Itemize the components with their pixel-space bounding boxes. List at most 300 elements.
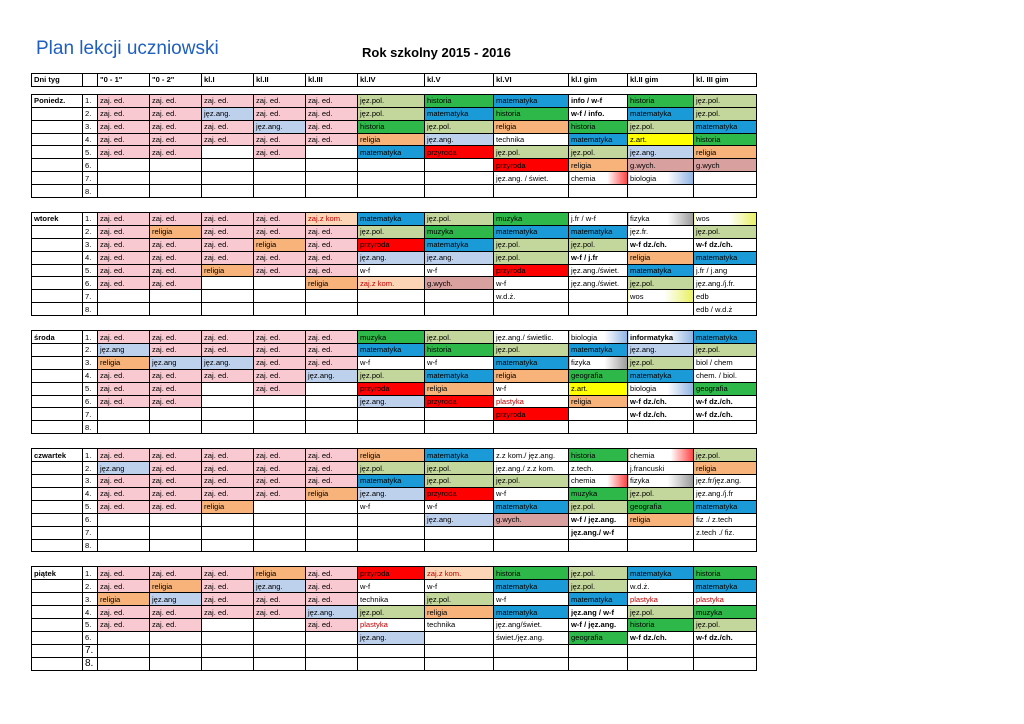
lesson-cell: w-f / jęz.ang. xyxy=(569,513,628,526)
header-cell: Dni tyg xyxy=(32,74,83,87)
spacer-cell xyxy=(694,198,757,213)
lesson-number: 6. xyxy=(83,277,98,290)
lesson-cell xyxy=(254,290,306,303)
lesson-cell: historia xyxy=(494,107,569,120)
lesson-cell: historia xyxy=(628,94,694,107)
lesson-cell: zaj. ed. xyxy=(306,618,358,631)
lesson-cell: muzyka xyxy=(358,331,425,344)
spacer-cell xyxy=(254,198,306,213)
spacer-cell xyxy=(494,316,569,331)
lesson-cell: matematyka xyxy=(494,580,569,593)
lesson-cell: jęz.pol. xyxy=(694,94,757,107)
lesson-cell xyxy=(569,421,628,434)
lesson-cell: jęz.pol. xyxy=(569,238,628,251)
table-row xyxy=(32,303,757,316)
lesson-cell: jęz.pol. xyxy=(358,225,425,238)
lesson-cell xyxy=(306,159,358,172)
lesson-cell: w-f / j.fr xyxy=(569,251,628,264)
lesson-cell: jęz.ang xyxy=(150,593,202,606)
spacer-cell xyxy=(358,198,425,213)
lesson-cell: historia xyxy=(358,120,425,133)
lesson-cell: przyroda xyxy=(494,159,569,172)
spacer-cell xyxy=(202,316,254,331)
lesson-cell: w-f dz./ch. xyxy=(628,395,694,408)
table-row xyxy=(32,251,757,264)
lesson-cell xyxy=(425,657,494,670)
spacer-cell xyxy=(694,552,757,567)
lesson-cell: jęz.ang/świet. xyxy=(494,618,569,631)
day-cell xyxy=(32,644,83,657)
lesson-number: 1. xyxy=(83,331,98,344)
lesson-cell: edb / w.d.ż xyxy=(694,303,757,316)
lesson-cell: jęz.pol. xyxy=(569,580,628,593)
lesson-cell: jęz.pol. xyxy=(694,225,757,238)
lesson-cell: zaj. ed. xyxy=(98,225,150,238)
lesson-cell: jęz.pol. xyxy=(628,277,694,290)
day-cell: środa xyxy=(32,331,83,344)
lesson-cell: zaj. ed. xyxy=(202,120,254,133)
day-cell xyxy=(32,238,83,251)
lesson-cell: zaj. ed. xyxy=(254,606,306,619)
spacer-cell xyxy=(150,434,202,449)
lesson-cell xyxy=(425,644,494,657)
day-cell xyxy=(32,185,83,198)
lesson-cell: zaj. ed. xyxy=(150,606,202,619)
lesson-cell: w-f dz./ch. xyxy=(694,238,757,251)
lesson-cell xyxy=(254,303,306,316)
lesson-cell: jęz.ang./j.fr. xyxy=(694,277,757,290)
lesson-cell xyxy=(202,277,254,290)
lesson-cell: religia xyxy=(254,238,306,251)
lesson-cell xyxy=(150,526,202,539)
day-cell: Poniedz. xyxy=(32,94,83,107)
lesson-cell xyxy=(150,408,202,421)
lesson-cell xyxy=(98,631,150,644)
spacer-cell xyxy=(425,434,494,449)
lesson-cell: jęz.ang. xyxy=(306,606,358,619)
lesson-cell: w-f xyxy=(425,580,494,593)
lesson-cell: zaj. ed. xyxy=(306,238,358,251)
lesson-cell: jęz.pol. xyxy=(628,487,694,500)
lesson-cell xyxy=(358,172,425,185)
lesson-cell: zaj. ed. xyxy=(254,225,306,238)
lesson-cell xyxy=(202,644,254,657)
lesson-cell: jęz.ang./świet. xyxy=(569,277,628,290)
lesson-cell xyxy=(425,159,494,172)
lesson-cell xyxy=(202,631,254,644)
lesson-number: 8. xyxy=(83,421,98,434)
lesson-cell xyxy=(98,408,150,421)
spacer-cell xyxy=(306,552,358,567)
day-cell xyxy=(32,120,83,133)
lesson-cell: fiz ./ z.tech xyxy=(694,513,757,526)
day-cell xyxy=(32,539,83,552)
lesson-cell xyxy=(150,513,202,526)
lesson-cell xyxy=(494,657,569,670)
header-cell: kl.V xyxy=(425,74,494,87)
lesson-cell: zaj. ed. xyxy=(150,133,202,146)
spacer-cell xyxy=(254,316,306,331)
lesson-cell: jęz.fr. xyxy=(628,225,694,238)
lesson-cell: w-f xyxy=(358,356,425,369)
lesson-cell: zaj. ed. xyxy=(150,331,202,344)
lesson-cell: jęz.pol. xyxy=(358,369,425,382)
lesson-cell: religia xyxy=(628,513,694,526)
lesson-number: 3. xyxy=(83,593,98,606)
lesson-number: 3. xyxy=(83,475,98,488)
day-cell xyxy=(32,225,83,238)
day-cell xyxy=(32,593,83,606)
lesson-cell xyxy=(98,513,150,526)
lesson-cell: zaj. ed. xyxy=(202,133,254,146)
lesson-cell: jęz.fr/jęz.ang. xyxy=(694,475,757,488)
spacer-cell xyxy=(150,198,202,213)
lesson-cell xyxy=(254,526,306,539)
lesson-cell: zaj. ed. xyxy=(150,120,202,133)
lesson-number: 8. xyxy=(83,185,98,198)
lesson-cell: zaj. ed. xyxy=(150,251,202,264)
spacer-cell xyxy=(494,434,569,449)
lesson-number: 6. xyxy=(83,513,98,526)
spacer-cell xyxy=(202,86,254,94)
day-cell: piątek xyxy=(32,567,83,580)
lesson-cell: zaj. ed. xyxy=(150,567,202,580)
lesson-cell: zaj. ed. xyxy=(306,107,358,120)
lesson-cell xyxy=(358,421,425,434)
lesson-cell xyxy=(628,185,694,198)
spacer-cell xyxy=(425,552,494,567)
lesson-cell: jęz.ang./świet. xyxy=(569,264,628,277)
lesson-cell xyxy=(150,303,202,316)
header-cell: kl.III xyxy=(306,74,358,87)
lesson-cell: jęz.ang. xyxy=(425,133,494,146)
table-row xyxy=(32,644,757,657)
lesson-cell xyxy=(254,277,306,290)
lesson-cell: przyroda xyxy=(358,238,425,251)
day-cell xyxy=(32,356,83,369)
lesson-cell: w-f xyxy=(425,500,494,513)
lesson-cell: biologia xyxy=(628,382,694,395)
lesson-cell: zaj. ed. xyxy=(98,107,150,120)
lesson-cell: matematyka xyxy=(628,107,694,120)
day-cell xyxy=(32,303,83,316)
lesson-cell xyxy=(306,408,358,421)
lesson-cell xyxy=(306,657,358,670)
lesson-cell: w-f dz./ch. xyxy=(628,238,694,251)
lesson-cell xyxy=(358,526,425,539)
day-cell xyxy=(32,500,83,513)
spacer-cell xyxy=(694,434,757,449)
lesson-cell: historia xyxy=(425,94,494,107)
lesson-cell: zaj. ed. xyxy=(306,580,358,593)
lesson-cell xyxy=(694,539,757,552)
lesson-cell: zaj. ed. xyxy=(98,133,150,146)
lesson-cell xyxy=(150,159,202,172)
lesson-number: 4. xyxy=(83,251,98,264)
lesson-cell xyxy=(494,185,569,198)
lesson-cell xyxy=(254,185,306,198)
lesson-number: 1. xyxy=(83,449,98,462)
table-row xyxy=(32,213,757,226)
lesson-cell: zaj. ed. xyxy=(150,487,202,500)
lesson-cell: jęz.pol. xyxy=(694,449,757,462)
lesson-cell xyxy=(202,408,254,421)
lesson-cell: zaj. ed. xyxy=(202,606,254,619)
spacer-cell xyxy=(83,434,98,449)
lesson-cell: w-f dz./ch. xyxy=(628,408,694,421)
lesson-cell: matematyka xyxy=(494,356,569,369)
spacer-cell xyxy=(494,86,569,94)
spacer-cell xyxy=(306,316,358,331)
lesson-cell xyxy=(494,539,569,552)
lesson-cell: zaj. ed. xyxy=(254,593,306,606)
lesson-cell: zaj. ed. xyxy=(202,344,254,357)
lesson-cell: w-f xyxy=(494,382,569,395)
spacer-cell xyxy=(83,552,98,567)
lesson-cell: zaj. ed. xyxy=(98,120,150,133)
lesson-cell: zaj. ed. xyxy=(254,94,306,107)
lesson-cell: religia xyxy=(306,277,358,290)
lesson-cell: zaj. ed. xyxy=(98,618,150,631)
lesson-cell: historia xyxy=(694,133,757,146)
lesson-cell: matematyka xyxy=(358,213,425,226)
lesson-cell: zaj. ed. xyxy=(254,133,306,146)
lesson-cell xyxy=(202,421,254,434)
spacer-cell xyxy=(628,198,694,213)
lesson-cell: jęz.pol. xyxy=(694,107,757,120)
lesson-cell xyxy=(425,539,494,552)
day-cell xyxy=(32,277,83,290)
lesson-cell xyxy=(694,421,757,434)
lesson-cell: jęz.pol. xyxy=(425,331,494,344)
lesson-cell xyxy=(306,513,358,526)
lesson-cell: religia xyxy=(694,462,757,475)
lesson-cell: religia xyxy=(150,580,202,593)
lesson-cell: zaj.z kom. xyxy=(358,277,425,290)
lesson-cell xyxy=(306,500,358,513)
lesson-cell xyxy=(150,172,202,185)
spacer-row xyxy=(32,434,757,449)
lesson-cell xyxy=(202,303,254,316)
lesson-cell: zaj. ed. xyxy=(202,94,254,107)
header-cell: kl.I xyxy=(202,74,254,87)
spacer-row xyxy=(32,552,757,567)
lesson-cell xyxy=(425,303,494,316)
lesson-cell xyxy=(694,172,757,185)
lesson-cell: jęz.ang./ w-f xyxy=(569,526,628,539)
lesson-cell: w-f xyxy=(358,580,425,593)
lesson-cell: zaj. ed. xyxy=(150,500,202,513)
lesson-cell: zaj. ed. xyxy=(254,449,306,462)
spacer-cell xyxy=(628,316,694,331)
lesson-cell: przyroda xyxy=(425,146,494,159)
lesson-cell: matematyka xyxy=(694,251,757,264)
lesson-cell xyxy=(358,185,425,198)
lesson-cell: w-f xyxy=(425,264,494,277)
table-row xyxy=(32,593,757,606)
day-cell: wtorek xyxy=(32,213,83,226)
lesson-cell: jęz.ang. xyxy=(358,631,425,644)
lesson-cell: wos xyxy=(628,290,694,303)
table-row xyxy=(32,567,757,580)
lesson-cell: w-f / jęz.ang. xyxy=(569,618,628,631)
lesson-cell: j.francuski xyxy=(628,462,694,475)
lesson-cell: zaj. ed. xyxy=(98,264,150,277)
lesson-cell: jęz.ang. xyxy=(358,251,425,264)
lesson-cell: religia xyxy=(358,449,425,462)
lesson-cell: matematyka xyxy=(694,331,757,344)
lesson-cell: zaj.z kom. xyxy=(306,213,358,226)
day-cell xyxy=(32,146,83,159)
lesson-cell: jęz.pol. xyxy=(694,344,757,357)
lesson-cell: zaj. ed. xyxy=(98,449,150,462)
lesson-cell: zaj. ed. xyxy=(306,133,358,146)
spacer-cell xyxy=(98,86,150,94)
table-row xyxy=(32,146,757,159)
spacer-cell xyxy=(32,198,83,213)
table-row xyxy=(32,290,757,303)
lesson-cell: matematyka xyxy=(569,593,628,606)
spacer-cell xyxy=(494,198,569,213)
lesson-cell: jęz.ang. xyxy=(425,251,494,264)
lesson-cell: świet./jęz.ang. xyxy=(494,631,569,644)
lesson-cell: zaj. ed. xyxy=(202,487,254,500)
lesson-cell xyxy=(358,290,425,303)
lesson-cell: zaj. ed. xyxy=(98,213,150,226)
day-cell xyxy=(32,107,83,120)
lesson-cell: zaj. ed. xyxy=(150,107,202,120)
lesson-number: 7. xyxy=(83,526,98,539)
lesson-cell: matematyka xyxy=(569,344,628,357)
lesson-cell: religia xyxy=(425,382,494,395)
lesson-cell: w-f xyxy=(494,487,569,500)
lesson-cell: historia xyxy=(628,618,694,631)
lesson-number: 2. xyxy=(83,225,98,238)
lesson-cell xyxy=(694,185,757,198)
lesson-cell: religia xyxy=(569,395,628,408)
day-cell xyxy=(32,475,83,488)
header-cell: kl.II gim xyxy=(628,74,694,87)
lesson-number: 7. xyxy=(83,290,98,303)
table-row xyxy=(32,487,757,500)
spacer-cell xyxy=(254,434,306,449)
lesson-cell: z.tech ./ fiz. xyxy=(694,526,757,539)
table-row xyxy=(32,631,757,644)
lesson-cell: geografia xyxy=(694,382,757,395)
lesson-number: 8. xyxy=(83,303,98,316)
header-cell: "0 - 2" xyxy=(150,74,202,87)
lesson-cell: geografia xyxy=(628,500,694,513)
lesson-cell: jęz.pol. xyxy=(494,238,569,251)
lesson-cell: muzyka xyxy=(425,225,494,238)
lesson-cell: zaj. ed. xyxy=(202,238,254,251)
lesson-cell: w-f xyxy=(494,277,569,290)
day-cell xyxy=(32,133,83,146)
lesson-cell xyxy=(254,421,306,434)
spacer-cell xyxy=(628,86,694,94)
lesson-cell: zaj. ed. xyxy=(98,94,150,107)
lesson-cell: z.z kom./ jęz.ang. xyxy=(494,449,569,462)
lesson-cell xyxy=(358,657,425,670)
lesson-number: 8. xyxy=(83,539,98,552)
lesson-cell: zaj. ed. xyxy=(202,225,254,238)
table-row xyxy=(32,421,757,434)
lesson-cell xyxy=(306,185,358,198)
lesson-number: 6. xyxy=(83,395,98,408)
header-cell: kl.I gim xyxy=(569,74,628,87)
lesson-cell xyxy=(569,539,628,552)
lesson-cell: zaj. ed. xyxy=(98,382,150,395)
lesson-cell: zaj. ed. xyxy=(98,606,150,619)
lesson-cell: jęz.pol. xyxy=(569,146,628,159)
lesson-cell: matematyka xyxy=(694,500,757,513)
lesson-cell: religia xyxy=(694,146,757,159)
lesson-cell: w-f dz./ch. xyxy=(694,408,757,421)
lesson-number: 3. xyxy=(83,356,98,369)
spacer-cell xyxy=(569,552,628,567)
lesson-cell: matematyka xyxy=(494,500,569,513)
timetable xyxy=(31,73,757,671)
day-cell xyxy=(32,369,83,382)
page-title: Plan lekcji uczniowski xyxy=(36,38,219,59)
lesson-cell xyxy=(98,172,150,185)
lesson-cell: z.art. xyxy=(628,133,694,146)
lesson-cell: zaj. ed. xyxy=(98,146,150,159)
lesson-cell xyxy=(306,395,358,408)
lesson-cell: zaj. ed. xyxy=(150,369,202,382)
lesson-cell: zaj. ed. xyxy=(306,462,358,475)
day-cell xyxy=(32,513,83,526)
lesson-cell: zaj. ed. xyxy=(306,331,358,344)
day-cell xyxy=(32,159,83,172)
lesson-cell: jęz.pol. xyxy=(628,356,694,369)
spacer-cell xyxy=(254,86,306,94)
lesson-cell: w-f / info. xyxy=(569,107,628,120)
lesson-number: 5. xyxy=(83,500,98,513)
lesson-cell xyxy=(202,172,254,185)
lesson-cell: fizyka xyxy=(569,356,628,369)
lesson-cell: matematyka xyxy=(628,264,694,277)
lesson-number: 2. xyxy=(83,580,98,593)
school-year: Rok szkolny 2015 - 2016 xyxy=(362,45,511,60)
table-row xyxy=(32,107,757,120)
lesson-cell: religia xyxy=(494,369,569,382)
day-cell xyxy=(32,172,83,185)
lesson-cell xyxy=(628,421,694,434)
spacer-cell xyxy=(569,86,628,94)
lesson-cell: z.tech. xyxy=(569,462,628,475)
lesson-cell: jęz.ang xyxy=(98,344,150,357)
lesson-cell: zaj. ed. xyxy=(98,277,150,290)
spacer-cell xyxy=(569,316,628,331)
lesson-cell: biologia xyxy=(628,172,694,185)
lesson-cell xyxy=(569,303,628,316)
lesson-cell: religia xyxy=(98,593,150,606)
lesson-cell: matematyka xyxy=(628,369,694,382)
day-cell xyxy=(32,657,83,670)
lesson-cell xyxy=(306,290,358,303)
lesson-cell: jęz.pol. xyxy=(569,500,628,513)
lesson-cell: zaj. ed. xyxy=(306,344,358,357)
lesson-cell: jęz.pol. xyxy=(569,567,628,580)
lesson-number: 2. xyxy=(83,107,98,120)
spacer-cell xyxy=(98,198,150,213)
spacer-cell xyxy=(494,552,569,567)
lesson-cell xyxy=(358,513,425,526)
lesson-cell: historia xyxy=(494,567,569,580)
lesson-number: 5. xyxy=(83,146,98,159)
lesson-cell xyxy=(150,185,202,198)
